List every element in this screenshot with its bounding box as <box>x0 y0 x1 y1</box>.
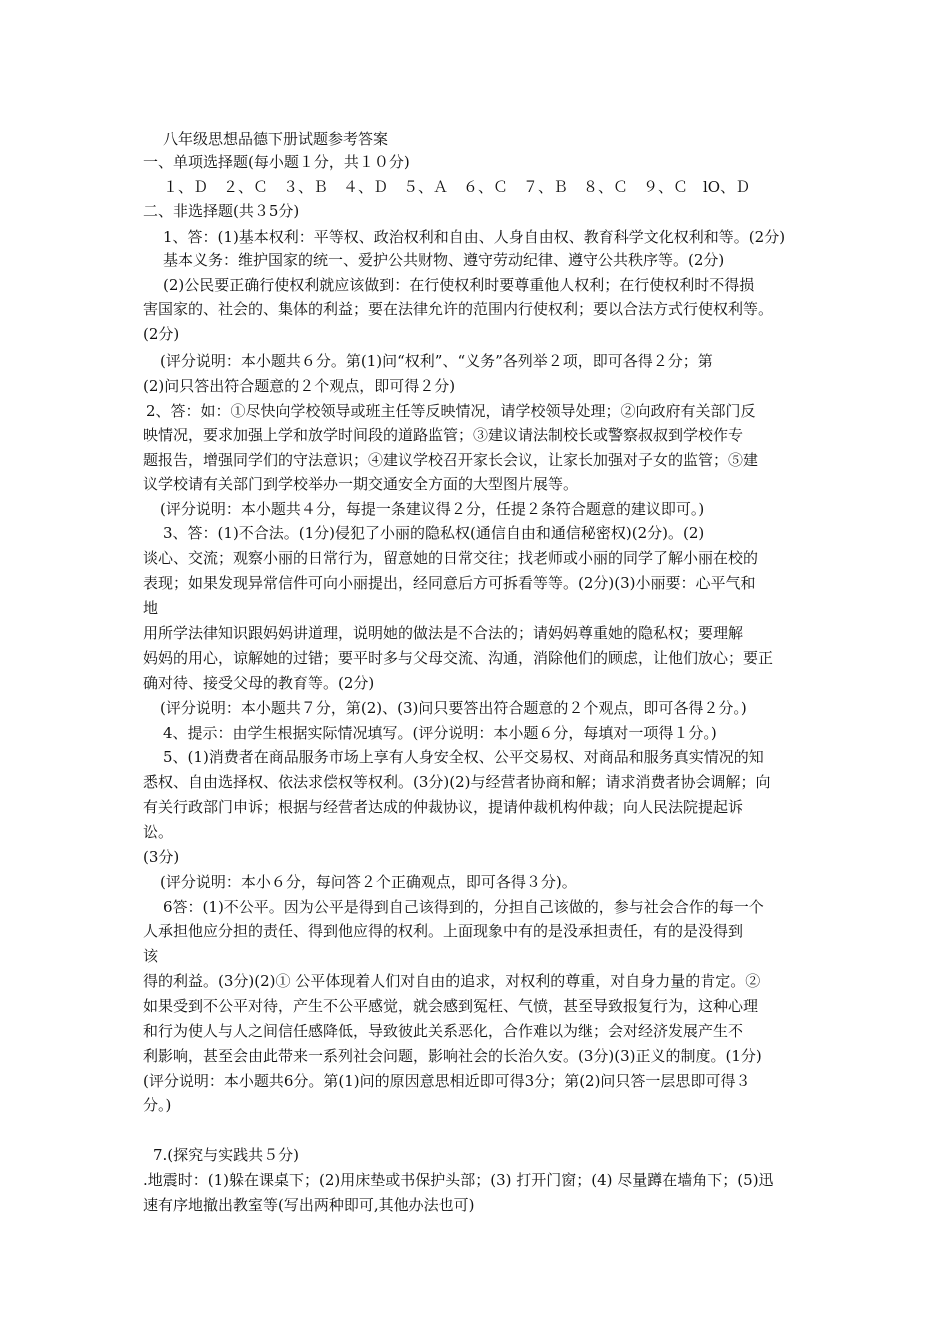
text-line: 害国家的、社会的、集体的利益；要在法律允许的范围内行使权利；要以合法方式行使权利等。 <box>143 300 774 318</box>
text-line: 妈妈的用心，谅解她的过错；要平时多与父母交流、沟通，消除他们的顾虑，让他们放心；要正 <box>143 649 774 667</box>
text-line: 讼。 <box>143 823 174 841</box>
text-line: 二、非选择题(共３5分) <box>143 202 300 220</box>
text-line: 基本义务：维护国家的统一、爱护公共财物、遵守劳动纪律、遵守公共秩序等。(2分) <box>163 251 725 269</box>
text-line: 有关行政部门申诉；根据与经营者达成的仲裁协议，提请仲裁机构仲裁；向人民法院提起诉 <box>143 798 744 816</box>
text-line: (2分) <box>143 325 180 343</box>
text-line: 表现；如果发现异常信件可向小丽提出，经同意后方可拆看等等。(2分)(3)小丽要：心平气和 <box>143 574 756 592</box>
text-line: 5、(1)消费者在商品服务市场上享有人身安全权、公平交易权、对商品和服务真实情况的知 <box>163 748 764 766</box>
document-title: 八年级思想品德下册试题参考答案 <box>163 130 389 148</box>
text-line: 一、单项选择题(每小题１分，共１０分) <box>143 153 410 171</box>
text-line: 4、提示：由学生根据实际情况填写。(评分说明：本小题６分，每填对一项得１分。) <box>163 724 717 742</box>
text-line: 地 <box>143 599 159 617</box>
text-line: 如果受到不公平对待，产生不公平感觉，就会感到冤枉、气愤，甚至导致报复行为，这种心理 <box>143 997 759 1015</box>
text-line: 6答：(1)不公平。因为公平是得到自己该得到的，分担自己该做的，参与社会合作的每一个 <box>163 898 764 916</box>
text-line: 1、答：(1)基本权利：平等权、政治权利和自由、人身自由权、教育科学文化权利和等。(2分) <box>163 228 786 246</box>
text-line: 分。) <box>143 1096 172 1114</box>
text-line: 2、答：如：①尽快向学校领导或班主任等反映情况，请学校领导处理；②向政府有关部门反 <box>146 402 756 420</box>
text-line: (评分说明：本小题共6分。第(1)问的原因意思相近即可得3分；第(2)问只答一层思即可得３ <box>143 1072 751 1090</box>
text-line: (3分) <box>143 848 180 866</box>
text-line: 3、答：(1)不合法。(1分)侵犯了小丽的隐私权(通信自由和通信秘密权)(2分)。(2) <box>163 524 705 542</box>
text-line: (评分说明：本小６分，每问答２个正确观点，即可各得３分)。 <box>160 873 577 891</box>
text-line: 题报告，增强同学们的守法意识；④建议学校召开家长会议，让家长加强对子女的监管；⑤建 <box>143 451 759 469</box>
text-line: 用所学法律知识跟妈妈讲道理，说明她的做法是不合法的；请妈妈尊重她的隐私权；要理解 <box>143 624 744 642</box>
text-line: (2)问只答出符合题意的２个观点，即可得２分) <box>143 377 456 395</box>
text-line: 议学校请有关部门到学校举办一期交通安全方面的大型图片展等。 <box>143 475 579 493</box>
text-line: 谈心、交流；观察小丽的日常行为，留意她的日常交往；找老师或小丽的同学了解小丽在校的 <box>143 549 759 567</box>
text-line: (评分说明：本小题共６分。第(1)问“权利”、“义务”各列举２项，即可各得２分；第 <box>160 352 713 370</box>
text-line: (2)公民要正确行使权利就应该做到：在行使权利时要尊重他人权利；在行使权利时不得损 <box>163 276 755 294</box>
text-line: 速有序地撤出教室等(写出两种即可,其他办法也可) <box>143 1196 475 1214</box>
text-line: 人承担他应分担的责任、得到他应得的权利。上面现象中有的是没承担责任，有的是没得到 <box>143 922 744 940</box>
text-line: 该 <box>143 947 159 965</box>
text-line: 和行为使人与人之间信任感降低，导致彼此关系恶化，合作难以为继；会对经济发展产生不 <box>143 1022 744 1040</box>
text-line: (评分说明：本小题共７分，第(2)、(3)问只要答出符合题意的２个观点，即可各得２分。) <box>160 699 747 717</box>
text-line: .地震时：(1)躲在课桌下；(2)用床垫或书保护头部；(3) 打开门窗；(4) 尽量蹲在墙角下；(5)迅 <box>143 1171 774 1189</box>
text-line: (评分说明：本小题共４分，每提一条建议得２分，任提２条符合题意的建议即可。) <box>160 500 705 518</box>
text-line: 得的利益。(3分)(2)① 公平体现着人们对自由的追求，对权利的尊重，对自身力量的肯定。② <box>143 972 761 990</box>
text-line: 利影响，甚至会由此带来一系列社会问题，影响社会的长治久安。(3分)(3)正义的制度。(1分) <box>143 1047 762 1065</box>
text-line: １、Ｄ ２、Ｃ ３、Ｂ ４、Ｄ ５、Ａ ６、Ｃ ７、Ｂ ８、Ｃ ９、Ｃ lO、Ｄ <box>163 178 751 196</box>
text-line: 映情况，要求加强上学和放学时间段的道路监管；③建议请法制校长或警察叔叔到学校作专 <box>143 426 744 444</box>
text-line: 确对待、接受父母的教育等。(2分) <box>143 674 375 692</box>
text-line: 7.(探究与实践共５分) <box>153 1146 300 1164</box>
text-line: 悉权、自由选择权、依法求偿权等权利。(3分)(2)与经营者协商和解；请求消费者协会调解；向 <box>143 773 771 791</box>
